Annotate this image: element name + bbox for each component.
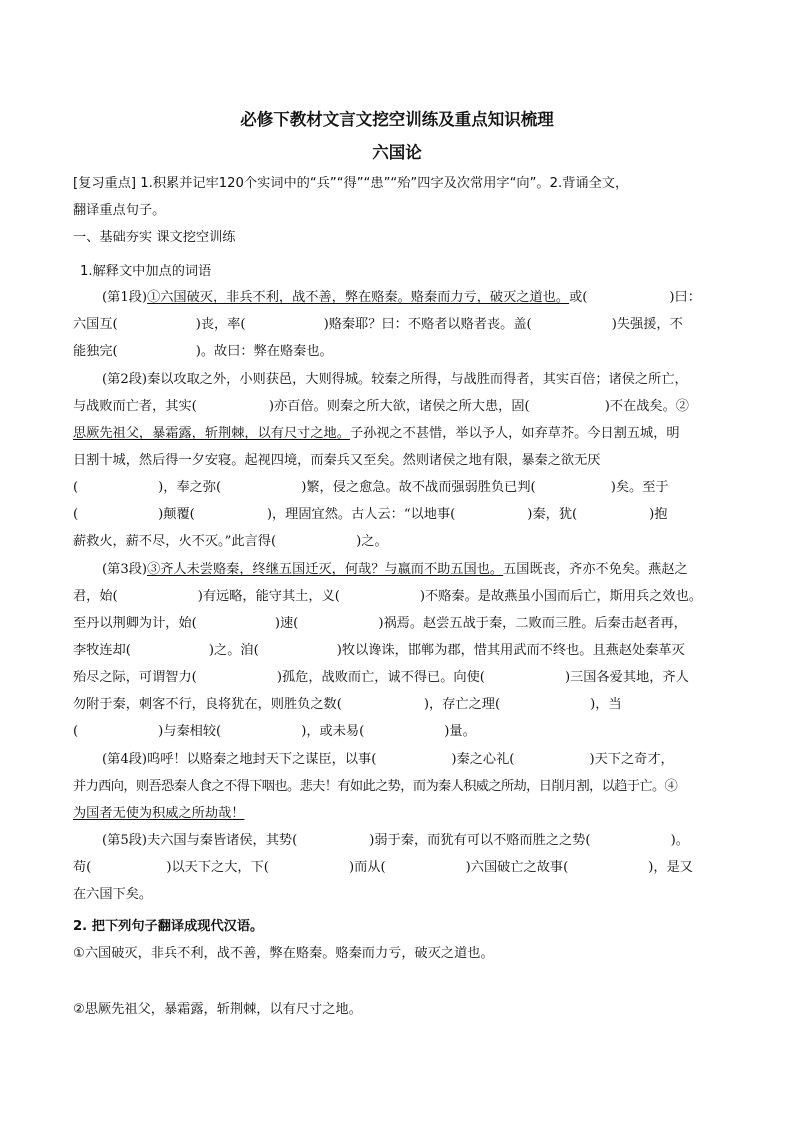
para-2-line-6: ( )颠覆( )，理固宜然。古人云：“以地事( )秦，犹( )抱	[73, 507, 668, 522]
para-4-line-3	[73, 805, 244, 823]
para-5-line-1: (第5段)夫六国与秦皆诸侯，其势( )弱于秦，而犹有可以不赂而胜之之势( )。	[102, 833, 689, 848]
section-one-heading: 一、基础夯实 课文挖空训练	[73, 230, 236, 245]
para-2-line-1: (第2段)秦以攻取之外，小则获邑，大则得城。较秦之所得，与战胜而得者，其实百倍；诸侯之所亡，	[102, 372, 688, 387]
para-5-label: (第5段)	[102, 833, 148, 848]
question-2-sentence-2: ②思厥先祖父，暴霜露，斩荆棘，以有尺寸之地。	[73, 1002, 362, 1017]
review-key-points-line-2: 翻译重点句子。	[73, 203, 166, 218]
para-3-label: (第3段)	[102, 562, 148, 577]
para-5-line-3: 在六国下矣。	[73, 887, 153, 902]
para-3-line-7: ( )与秦相较( )，或未易( )量。	[73, 724, 476, 739]
para-2-line-3: 思厥先祖父，暴霜露，斩荆棘，以有尺寸之地。子孙视之不甚惜，举以予人，如弃草芥。今日割五城，明	[73, 426, 680, 441]
para-1-line-1: (第1段)①六国破灭，非兵不利，战不善，弊在赂秦。赂秦而力亏，破灭之道也。或( )曰：	[102, 290, 701, 305]
question-2-heading: 2. 把下列句子翻译成现代汉语。	[73, 919, 264, 934]
para-3-line-5: 殆尽之际，可谓智力( )孤危，战败而亡，诚不得已。向使( )三国各爱其地，齐人	[73, 670, 689, 685]
para-1-line-2: 六国互( )丧，率( )赂秦耶？曰：不赂者以赂者丧。盖( )失强援，不	[73, 317, 683, 332]
para-3-line-6: 勿附于秦，刺客不行，良将犹在，则胜负之数( )，存亡之理( )，当	[73, 697, 622, 712]
para-3-line-3: 至丹以荆卿为计，始( )速( )祸焉。赵尝五战于秦，二败而三胜。后秦击赵者再，	[73, 616, 687, 631]
question-2-sentence-1: ①六国破灭，非兵不利，战不善，弊在赂秦。赂秦而力亏，破灭之道也。	[73, 946, 494, 961]
para-1-line-3: 能独完( )。故曰：弊在赂秦也。	[73, 344, 333, 359]
para-2-line-2: 与战败而亡者，其实( )亦百倍。则秦之所大欲，诸侯之所大患，固( )不在战矣。②	[73, 399, 689, 414]
para-3-line-1: (第3段)③齐人未尝赂秦，终继五国迁灭，何哉？与嬴而不助五国也。五国既丧，齐亦不免矣。燕赵之	[102, 562, 688, 577]
para-5-line-2: 苟( )以天下之大，下( )而从( )六国破亡之故事( )，是又	[73, 860, 693, 875]
question-1-heading: 1.解释文中加点的词语	[80, 264, 212, 279]
para-1-key-sentence: ①六国破灭，非兵不利，战不善，弊在赂秦。赂秦而力亏，破灭之道也。	[147, 290, 570, 305]
para-2-line-5: ( )，奉之弥( )繁，侵之愈急。故不战而强弱胜负已判( )矣。至于	[73, 480, 669, 495]
para-2-label: (第2段)	[102, 372, 148, 387]
para-3-line-2: 君，始( )有远略，能守其土，义( )不赂秦。是故燕虽小国而后亡，斯用兵之效也。	[73, 589, 702, 604]
review-key-points-line-1: [复习重点] 1.积累并记牢120个实词中的“兵”“得”“患”“殆”四字及次常用字“向”。2.背诵全文，	[73, 176, 629, 191]
para-3-line-4: 李牧连却( )之。洎( )牧以谗诛，邯郸为郡，惜其用武而不终也。且燕赵处秦革灭	[73, 643, 685, 658]
para-1-label: (第1段)	[102, 290, 148, 305]
para-4-key-sentence: 为国者无使为积威之所劫哉！	[73, 806, 245, 821]
para-4-line-1: (第4段)呜呼！以赂秦之地封天下之谋臣，以事( )秦之心礼( )天下之奇才，	[102, 752, 674, 767]
document-title: 必修下教材文言文挖空训练及重点知识梳理	[240, 110, 554, 129]
para-4-label: (第4段)	[102, 752, 148, 767]
para-2-line-7: 薪救火，薪不尽，火不灭。”此言得( )之。	[73, 534, 388, 549]
document-subtitle: 六国论	[372, 143, 422, 162]
para-4-line-2: 并力西向，则吾恐秦人食之不得下咽也。悲夫！有如此之势，而为秦人积威之所劫，日削月割，以趋于亡。④	[73, 779, 678, 794]
para-2-line-4: 日割十城，然后得一夕安寝。起视四境，而秦兵又至矣。然则诸侯之地有限，暴秦之欲无厌	[73, 453, 601, 468]
para-3-key-sentence: ③齐人未尝赂秦，终继五国迁灭，何哉？与嬴而不助五国也。	[147, 562, 504, 577]
para-2-key-sentence: 思厥先祖父，暴霜露，斩荆棘，以有尺寸之地。	[73, 426, 350, 441]
